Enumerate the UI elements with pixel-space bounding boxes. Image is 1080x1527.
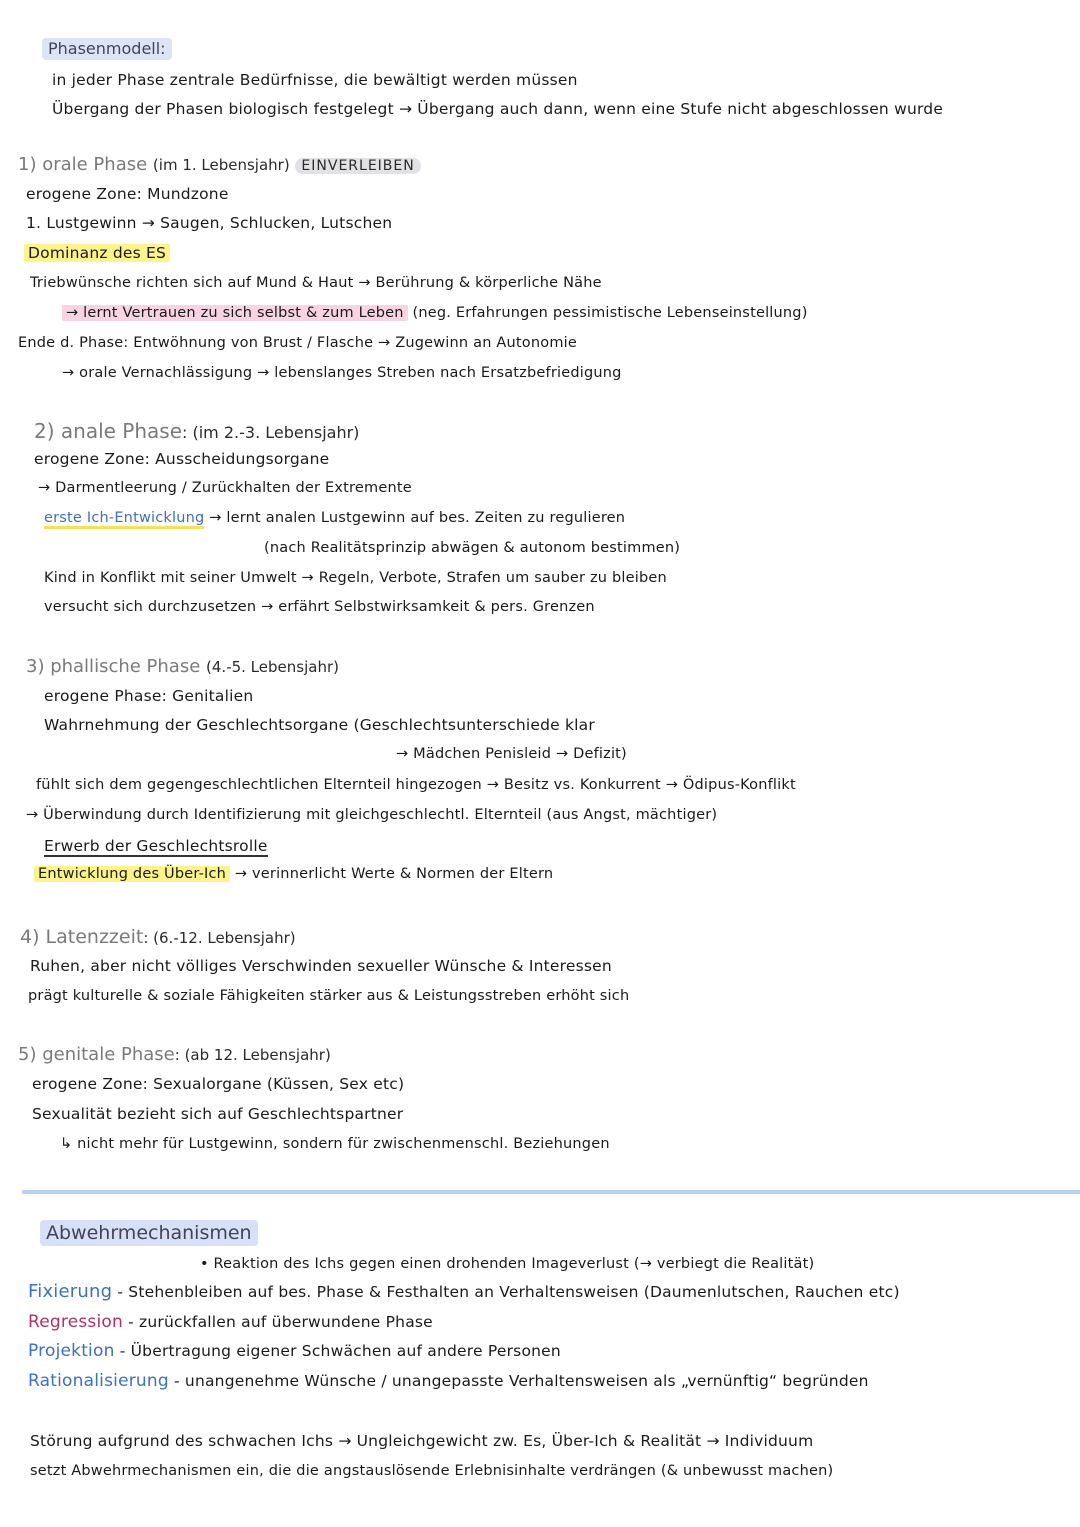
phase5-line-2: Sexualität bezieht sich auf Geschlechtspartner	[32, 1105, 404, 1123]
phase2-lustgewinn: → lernt analen Lustgewinn auf bes. Zeiten zu regulieren	[209, 510, 626, 526]
phase1-line-1: erogene Zone: Mundzone	[26, 185, 229, 203]
phase1-line-7: → orale Vernachlässigung → lebenslanges Streben nach Ersatzbefriedigung	[62, 365, 622, 381]
phase3-geschlechtsrolle: Erwerb der Geschlechtsrolle	[44, 837, 268, 855]
phase1-line-3	[24, 243, 170, 263]
fixierung-desc: - Stehenbleiben auf bes. Phase & Festhalten an Verhaltensweisen (Daumenlutschen, Rauchen etc)	[117, 1283, 900, 1301]
phase1-name: 1) orale Phase	[18, 154, 148, 175]
phase3-line-5: → Überwindung durch Identifizierung mit gleichgeschlechtl. Elternteil (aus Angst, mächtiger)	[26, 807, 718, 823]
rationalisierung-desc: - unangenehme Wünsche / unangepasste Verhaltensweisen als „vernünftig“ begründen	[174, 1372, 869, 1390]
phase2-line-1: erogene Zone: Ausscheidungsorgane	[34, 450, 330, 468]
phase1-line-6: Ende d. Phase: Entwöhnung von Brust / Flasche → Zugewinn an Autonomie	[18, 335, 578, 351]
intro-line-1: in jeder Phase zentrale Bedürfnisse, die bewältigt werden müssen	[52, 71, 578, 89]
defense-footer-1: Störung aufgrund des schwachen Ichs → Ungleichgewicht zw. Es, Über-Ich & Realität → Individuum	[30, 1432, 814, 1450]
phase3-line-2: Wahrnehmung der Geschlechtsorgane (Geschlechtsunterschiede klar	[44, 716, 595, 734]
projektion-term: Projektion	[28, 1341, 115, 1361]
phase5-line-3: ↳ nicht mehr für Lustgewinn, sondern für zwischenmenschl. Beziehungen	[60, 1136, 610, 1152]
phase4-line-1: Ruhen, aber nicht völliges Verschwinden sexueller Wünsche & Interessen	[30, 957, 612, 975]
phase1-tag: EINVERLEIBEN	[295, 158, 420, 174]
projektion-desc: - Übertragung eigener Schwächen auf andere Personen	[119, 1342, 561, 1360]
regression-desc: - zurückfallen auf überwundene Phase	[128, 1313, 433, 1331]
defense-item-regression	[28, 1312, 433, 1332]
phase2-line-5: Kind in Konflikt mit seiner Umwelt → Regeln, Verbote, Strafen um sauber zu bleiben	[44, 570, 667, 586]
fixierung-term: Fixierung	[28, 1281, 113, 1302]
phase3-age: (4.-5. Lebensjahr)	[206, 658, 339, 676]
phase3-name: 3) phallische Phase	[26, 656, 201, 677]
phase2-age: : (im 2.-3. Lebensjahr)	[182, 423, 360, 442]
defense-item-rationalisierung	[28, 1371, 869, 1391]
phase3-line-3: → Mädchen Penisleid → Defizit)	[396, 746, 627, 762]
phase2-name: 2) anale Phase	[34, 419, 183, 443]
phase3-line-4: fühlt sich dem gegengeschlechtlichen Elternteil hingezogen → Besitz vs. Konkurrent → Ödipus-Konflikt	[36, 777, 796, 793]
defense-item-fixierung	[28, 1282, 900, 1302]
phase1-dominanz-highlight: Dominanz des ES	[24, 244, 170, 262]
phase5-heading	[18, 1043, 331, 1067]
phase1-line-5	[62, 303, 808, 323]
phase3-heading	[26, 655, 339, 679]
phase2-heading	[34, 419, 359, 445]
phasenmodell-title: Phasenmodell:	[42, 38, 172, 60]
abwehrmechanismen-title: Abwehrmechanismen	[40, 1220, 258, 1246]
rationalisierung-term: Rationalisierung	[28, 1371, 169, 1391]
phase5-age: : (ab 12. Lebensjahr)	[174, 1046, 331, 1064]
phase3-line-1: erogene Phase: Genitalien	[44, 687, 254, 705]
phase1-neg-erfahrungen: (neg. Erfahrungen pessimistische Lebenseinstellung)	[412, 305, 808, 321]
phase5-name: 5) genitale Phase	[18, 1044, 175, 1065]
phase2-line-3	[44, 508, 625, 528]
phase3-ueber-ich-highlight: Entwicklung des Über-Ich	[34, 866, 230, 882]
defense-subtitle: • Reaktion des Ichs gegen einen drohenden Imageverlust (→ verbiegt die Realität)	[200, 1256, 815, 1272]
phase2-ich-entwicklung: erste Ich-Entwicklung	[44, 510, 204, 529]
intro-line-2: Übergang der Phasen biologisch festgelegt → Übergang auch dann, wenn eine Stufe nicht abgeschlossen wurde	[52, 100, 944, 118]
phase1-heading	[18, 153, 421, 178]
phase4-line-2: prägt kulturelle & soziale Fähigkeiten stärker aus & Leistungsstreben erhöht sich	[28, 988, 630, 1004]
phase3-line-7	[34, 864, 553, 884]
section-divider	[22, 1190, 1080, 1194]
phase1-line-4: Triebwünsche richten sich auf Mund & Haut → Berührung & körperliche Nähe	[30, 275, 602, 291]
regression-term: Regression	[28, 1312, 123, 1332]
phase5-line-1: erogene Zone: Sexualorgane (Küssen, Sex etc)	[32, 1075, 405, 1093]
phase2-line-4: (nach Realitätsprinzip abwägen & autonom bestimmen)	[264, 540, 681, 556]
phase2-line-6: versucht sich durchzusetzen → erfährt Selbstwirksamkeit & pers. Grenzen	[44, 599, 595, 615]
phase2-line-2: → Darmentleerung / Zurückhalten der Extremente	[38, 480, 412, 496]
phase4-heading	[20, 925, 296, 950]
defense-footer-2: setzt Abwehrmechanismen ein, die die angstauslösende Erlebnisinhalte verdrängen (& unbewusst machen)	[30, 1463, 834, 1479]
phase4-name: 4) Latenzzeit	[20, 926, 144, 948]
phase4-age: : (6.-12. Lebensjahr)	[143, 929, 296, 947]
phase1-vertrauen-highlight: → lernt Vertrauen zu sich selbst & zum Leben	[62, 305, 408, 321]
phase3-line-6	[44, 836, 268, 856]
phase1-age: (im 1. Lebensjahr)	[152, 156, 290, 174]
phase3-werte-normen: → verinnerlicht Werte & Normen der Eltern	[234, 866, 554, 882]
phase1-line-2: 1. Lustgewinn → Saugen, Schlucken, Lutschen	[26, 214, 393, 232]
defense-item-projektion	[28, 1341, 561, 1361]
